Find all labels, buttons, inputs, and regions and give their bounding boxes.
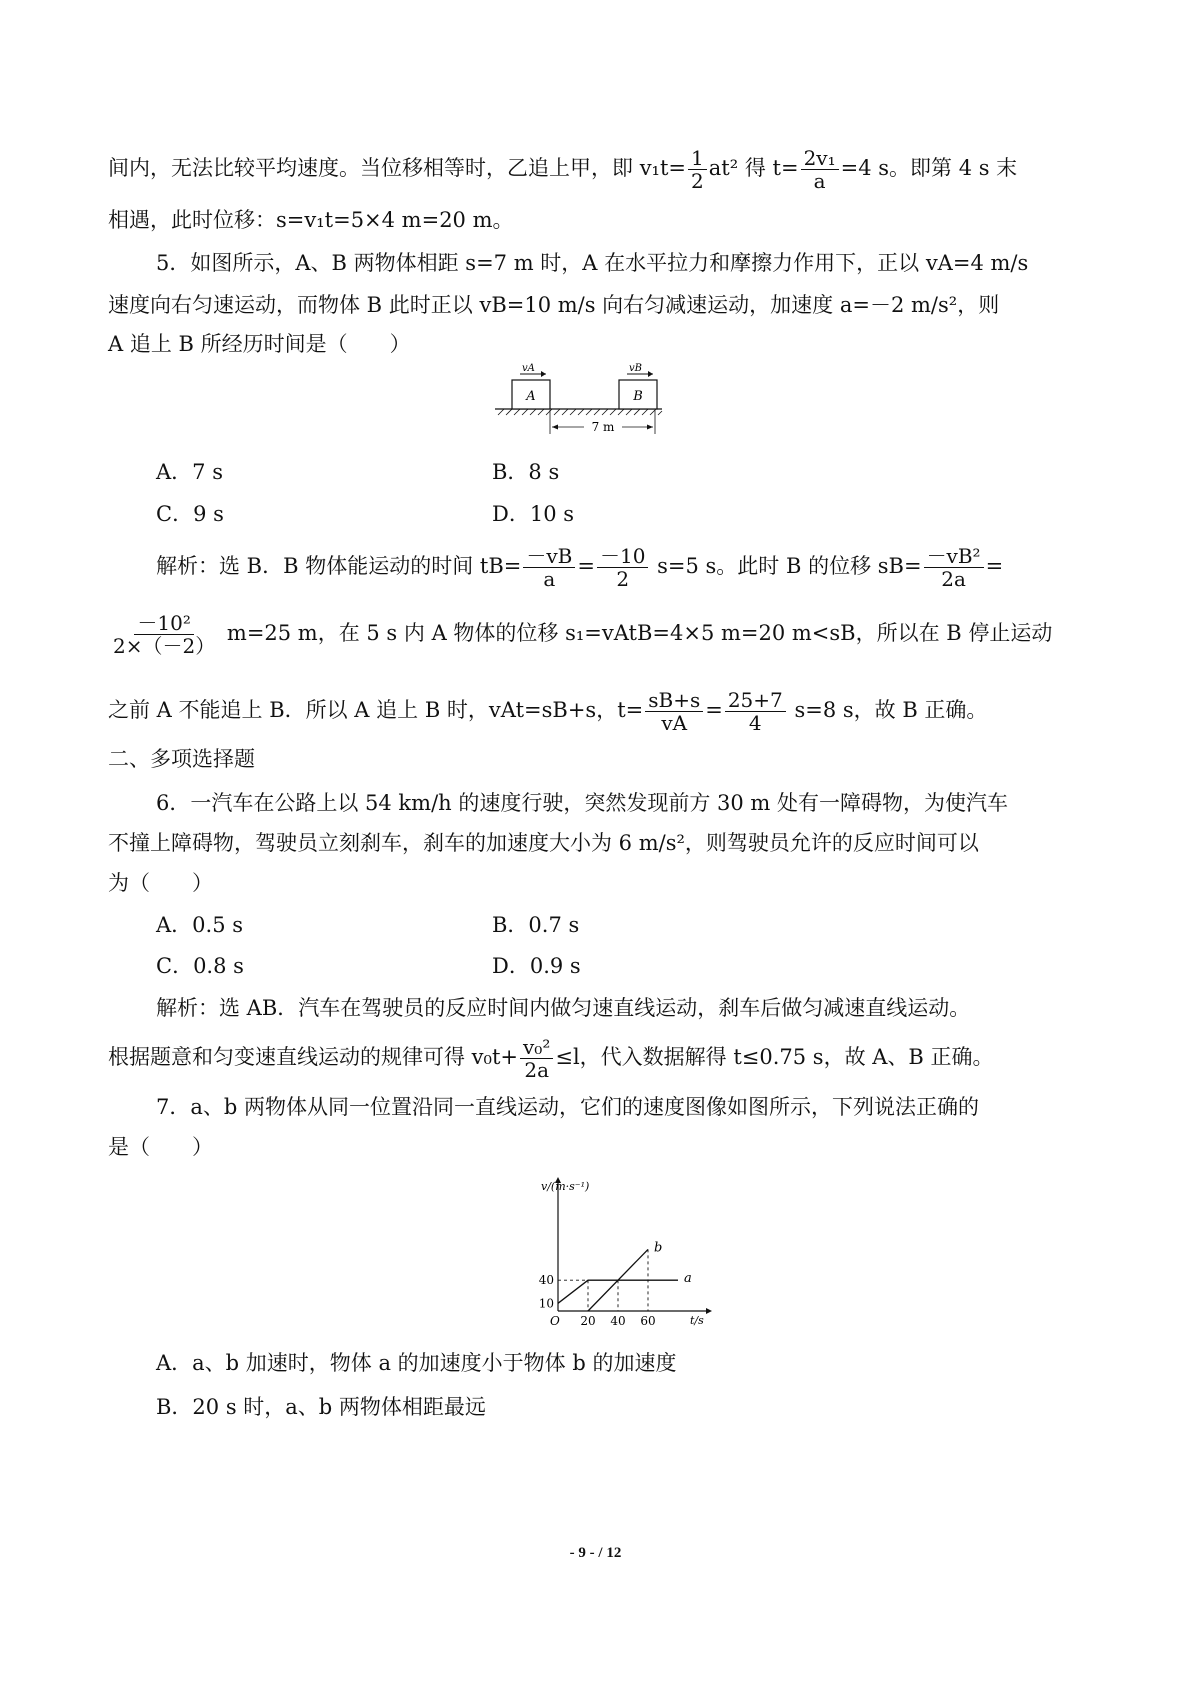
text-segment: 之前 A 不能追上 B．所以 A 追上 B 时，vAt=sB+s，t= bbox=[108, 698, 644, 722]
option-b: B．20 s 时，a、b 两物体相距最远 bbox=[156, 1395, 486, 1419]
formula-text: at² bbox=[708, 156, 739, 180]
option-d: D．0.9 s bbox=[492, 954, 581, 978]
text-line bbox=[108, 147, 1017, 192]
question-6-line: 6．一汽车在公路上以 54 km/h 的速度行驶，突然发现前方 30 m 处有一障碍物，为使汽车 bbox=[156, 791, 1009, 815]
text-segment: m=25 m，在 5 s 内 A 物体的位移 s₁=vAtB=4×5 m=20 m<sB，所以在 B 停止运动 bbox=[226, 621, 1053, 645]
arrow-right-icon bbox=[706, 1308, 712, 1314]
block-b-label: B bbox=[633, 389, 643, 404]
text-segment: 解析：选 B．B 物体能运动的时间 tB= bbox=[156, 554, 522, 578]
x-tick-label: 20 bbox=[580, 1314, 596, 1328]
fraction-numerator: 2v₁ bbox=[801, 147, 839, 170]
fraction-half bbox=[688, 147, 707, 192]
fraction-numerator: sB+s bbox=[645, 689, 703, 712]
text-segment: 间内，无法比较平均速度。当位移相等时，乙追上甲，即 bbox=[108, 156, 640, 180]
text-segment: 得 bbox=[744, 156, 773, 180]
fraction-denominator: 2 bbox=[616, 567, 630, 591]
fraction-numerator: －10 bbox=[597, 545, 648, 568]
text-segment: s=5 s。此时 B 的位移 sB= bbox=[657, 554, 922, 578]
arrow-right-icon bbox=[647, 425, 653, 430]
option-c: C．9 s bbox=[156, 502, 224, 526]
fraction-numerator: －vB bbox=[523, 545, 575, 568]
formula-text: = bbox=[577, 554, 595, 578]
text-segment: s=8 s，故 B 正确。 bbox=[794, 698, 988, 722]
arrow-right-icon bbox=[541, 371, 546, 377]
fraction-numerator: v₀² bbox=[520, 1036, 553, 1059]
y-tick-label: 10 bbox=[538, 1296, 554, 1311]
section-heading: 二、多项选择题 bbox=[108, 747, 255, 771]
fraction-numerator: －vB² bbox=[924, 545, 984, 568]
formula-text: = bbox=[985, 554, 1004, 578]
blocks-diagram bbox=[490, 360, 670, 440]
x-axis-label: t/s bbox=[690, 1314, 704, 1327]
fraction-numerator: －10² bbox=[134, 612, 193, 635]
option-a: A．a、b 加速时，物体 a 的加速度小于物体 b 的加速度 bbox=[156, 1351, 677, 1375]
text-segment: =4 s。即第 4 s 末 bbox=[840, 156, 1018, 180]
fraction-denominator: vA bbox=[661, 711, 688, 735]
formula-text: = bbox=[705, 698, 723, 722]
y-axis-label: v/(m·s⁻¹) bbox=[541, 1180, 590, 1193]
page-number: - 9 - / 12 bbox=[569, 1545, 622, 1561]
question-6-line: 为（ ） bbox=[108, 871, 213, 895]
option-a: A．0.5 s bbox=[156, 913, 244, 937]
velocity-time-chart bbox=[520, 1170, 720, 1330]
option-d: D．10 s bbox=[492, 502, 575, 526]
option-b: B．0.7 s bbox=[492, 913, 580, 937]
option-c: C．0.8 s bbox=[156, 954, 244, 978]
fraction bbox=[924, 545, 984, 590]
fraction-denominator: 2a bbox=[524, 1058, 549, 1082]
formula-text: v₁t= bbox=[639, 156, 687, 180]
fraction-denominator: 2×（－2） bbox=[113, 634, 216, 658]
answer-5-line bbox=[108, 612, 1052, 657]
series-a-label: a bbox=[684, 1271, 692, 1287]
fraction-denominator: 2a bbox=[941, 567, 966, 591]
fraction-2v1-a bbox=[801, 147, 839, 192]
fraction-denominator: a bbox=[813, 169, 826, 193]
question-7-line: 是（ ） bbox=[108, 1135, 213, 1159]
origin-label: O bbox=[550, 1314, 560, 1328]
x-tick-label: 60 bbox=[640, 1314, 656, 1328]
fraction bbox=[645, 689, 703, 734]
arrow-left-icon bbox=[552, 425, 558, 430]
fraction-denominator: 4 bbox=[748, 711, 762, 735]
question-5-line: A 追上 B 所经历时间是（ ） bbox=[108, 332, 411, 356]
answer-5-line bbox=[108, 689, 987, 734]
answer-5-line bbox=[156, 545, 1003, 590]
block-a-label: A bbox=[526, 389, 536, 404]
distance-label: 7 m bbox=[591, 420, 615, 434]
fraction bbox=[520, 1036, 553, 1081]
fraction bbox=[523, 545, 575, 590]
fraction-numerator: 25+7 bbox=[725, 689, 786, 712]
fraction bbox=[110, 612, 218, 657]
option-b: B．8 s bbox=[492, 460, 560, 484]
answer-6-line bbox=[108, 1036, 994, 1081]
fraction-numerator: 1 bbox=[688, 147, 707, 170]
fraction-denominator: 2 bbox=[691, 169, 704, 193]
answer-6-line: 解析：选 AB．汽车在驾驶员的反应时间内做匀速直线运动，刹车后做匀减速直线运动。 bbox=[156, 996, 971, 1020]
question-5-line: 5．如图所示，A、B 两物体相距 s=7 m 时，A 在水平拉力和摩擦力作用下，正以 vA=4 m/s bbox=[156, 251, 1029, 275]
text-segment: 根据题意和匀变速直线运动的规律可得 v₀t+ bbox=[108, 1045, 518, 1069]
velocity-b-label: vB bbox=[629, 363, 642, 374]
text-line: 相遇，此时位移：s=v₁t=5×4 m=20 m。 bbox=[108, 208, 514, 232]
option-a: A．7 s bbox=[156, 460, 223, 484]
fraction bbox=[725, 689, 786, 734]
fraction bbox=[597, 545, 648, 590]
fraction-denominator: a bbox=[543, 567, 556, 591]
series-b-label: b bbox=[654, 1240, 663, 1256]
question-5-line: 速度向右匀速运动，而物体 B 此时正以 vB=10 m/s 向右匀减速运动，加速度 a=－2 m/s²，则 bbox=[108, 293, 1000, 317]
question-7-line: 7．a、b 两物体从同一位置沿同一直线运动，它们的速度图像如图所示，下列说法正确的 bbox=[156, 1095, 979, 1119]
series-line-a bbox=[558, 1280, 648, 1303]
y-tick-label: 40 bbox=[538, 1273, 554, 1288]
arrow-right-icon bbox=[648, 371, 653, 377]
x-tick-label: 40 bbox=[610, 1314, 626, 1328]
text-segment: ≤l，代入数据解得 t≤0.75 s，故 A、B 正确。 bbox=[555, 1045, 994, 1069]
formula-text: t= bbox=[772, 156, 799, 180]
velocity-a-label: vA bbox=[522, 363, 535, 374]
question-6-line: 不撞上障碍物，驾驶员立刻刹车，刹车的加速度大小为 6 m/s²，则驾驶员允许的反应时间可以 bbox=[108, 831, 979, 855]
